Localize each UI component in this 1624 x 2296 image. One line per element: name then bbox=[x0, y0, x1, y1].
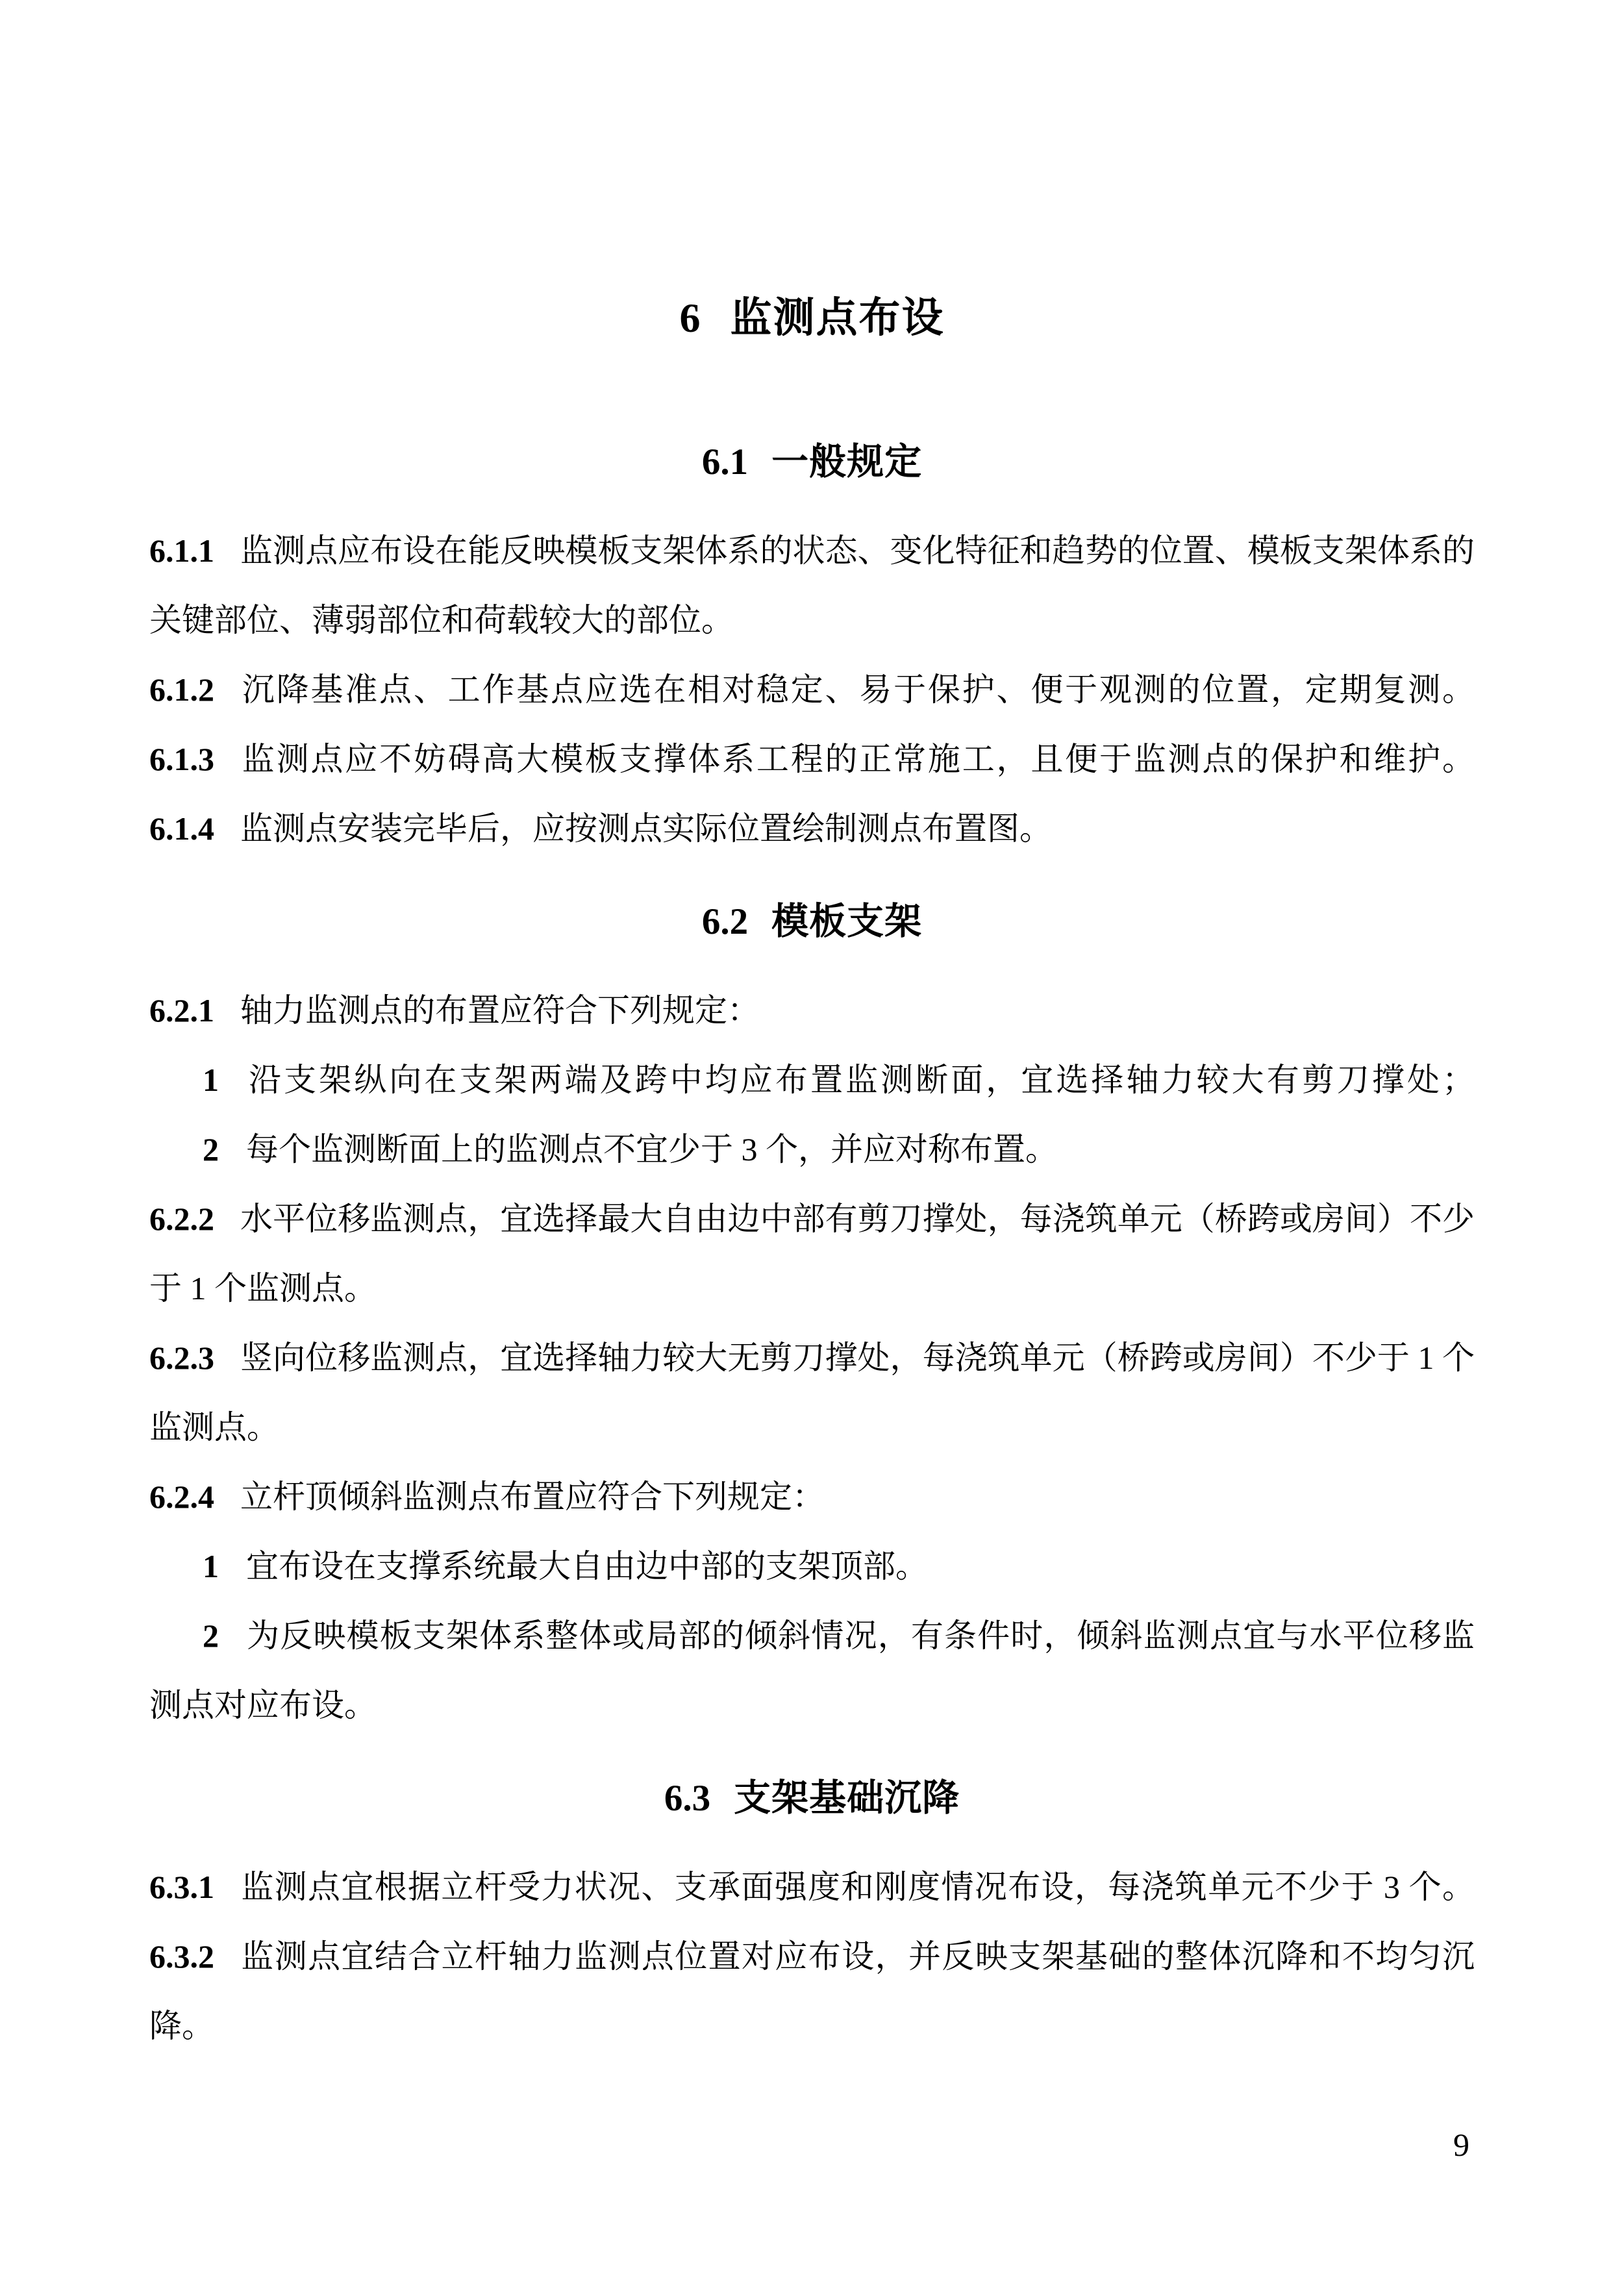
clause-6-2-1 bbox=[149, 976, 1475, 1045]
section-title-text: 模板支架 bbox=[771, 901, 923, 942]
clause-6-1-2 bbox=[149, 655, 1475, 725]
clause-6-2-2 bbox=[149, 1184, 1475, 1323]
clause-text: 监测点宜结合立杆轴力监测点位置对应布设，并反映支架基础的整体沉降和不均匀沉降。 bbox=[149, 1938, 1475, 2044]
clause-text: 轴力监测点的布置应符合下列规定： bbox=[240, 992, 760, 1029]
item-number: 2 bbox=[203, 1617, 219, 1654]
clause-6-3-1 bbox=[149, 1853, 1475, 1922]
clause-number: 6.3.1 bbox=[149, 1869, 214, 1905]
clause-6-2-1-item-1 bbox=[149, 1045, 1475, 1115]
clause-6-2-3 bbox=[149, 1323, 1475, 1462]
clause-text: 监测点应布设在能反映模板支架体系的状态、变化特征和趋势的位置、模板支架体系的关键部位、薄弱部位和荷载较大的部位。 bbox=[149, 532, 1475, 638]
clause-number: 6.2.2 bbox=[149, 1201, 214, 1237]
clause-text: 监测点安装完毕后，应按测点实际位置绘制测点布置图。 bbox=[240, 810, 1052, 847]
clause-text: 沉降基准点、工作基点应选在相对稳定、易于保护、便于观测的位置，定期复测。 bbox=[240, 671, 1475, 708]
item-text: 沿支架纵向在支架两端及跨中均应布置监测断面，宜选择轴力较大有剪刀撑处； bbox=[246, 1062, 1475, 1098]
item-text: 宜布设在支撑系统最大自由边中部的支架顶部。 bbox=[246, 1548, 928, 1584]
clause-number: 6.2.1 bbox=[149, 992, 214, 1029]
chapter-number: 6 bbox=[679, 295, 701, 341]
clause-number: 6.1.3 bbox=[149, 741, 214, 777]
clause-number: 6.1.4 bbox=[149, 810, 214, 847]
clause-6-1-4 bbox=[149, 794, 1475, 864]
section-title-text: 一般规定 bbox=[771, 442, 923, 482]
clause-6-2-4-item-2 bbox=[149, 1601, 1475, 1740]
clause-number: 6.1.2 bbox=[149, 671, 214, 708]
item-text: 每个监测断面上的监测点不宜少于 3 个，并应对称布置。 bbox=[246, 1131, 1058, 1167]
clause-6-2-4 bbox=[149, 1462, 1475, 1532]
section-title-text: 支架基础沉降 bbox=[734, 1778, 960, 1819]
item-text: 为反映模板支架体系整体或局部的倾斜情况，有条件时，倾斜监测点宜与水平位移监测点对应布设。 bbox=[149, 1617, 1475, 1723]
clause-text: 水平位移监测点，宜选择最大自由边中部有剪刀撑处，每浇筑单元（桥跨或房间）不少于 1 个监测点。 bbox=[149, 1201, 1475, 1306]
clause-number: 6.1.1 bbox=[149, 532, 214, 569]
page-number: 9 bbox=[1453, 2127, 1469, 2163]
section-heading-6-1 bbox=[149, 433, 1475, 492]
section-heading-6-3 bbox=[149, 1769, 1475, 1828]
clause-text: 立杆顶倾斜监测点布置应符合下列规定： bbox=[240, 1479, 825, 1515]
item-number: 1 bbox=[203, 1548, 219, 1584]
clause-6-2-4-item-1 bbox=[149, 1532, 1475, 1601]
clause-number: 6.2.4 bbox=[149, 1479, 214, 1515]
section-number: 6.2 bbox=[701, 901, 749, 942]
section-heading-6-2 bbox=[149, 893, 1475, 951]
section-number: 6.1 bbox=[701, 442, 749, 482]
clause-text: 监测点宜根据立杆受力状况、支承面强度和刚度情况布设，每浇筑单元不少于 3 个。 bbox=[240, 1869, 1475, 1905]
clause-6-3-2 bbox=[149, 1922, 1475, 2061]
chapter-title bbox=[149, 289, 1475, 347]
clause-6-1-3 bbox=[149, 725, 1475, 794]
chapter-title-text: 监测点布设 bbox=[730, 295, 945, 341]
clause-6-2-1-item-2 bbox=[149, 1115, 1475, 1184]
item-number: 1 bbox=[203, 1062, 219, 1098]
clause-text: 监测点应不妨碍高大模板支撑体系工程的正常施工，且便于监测点的保护和维护。 bbox=[240, 741, 1475, 777]
section-number: 6.3 bbox=[664, 1778, 711, 1819]
clause-number: 6.3.2 bbox=[149, 1938, 214, 1975]
clause-number: 6.2.3 bbox=[149, 1340, 214, 1376]
item-number: 2 bbox=[203, 1131, 219, 1167]
clause-6-1-1 bbox=[149, 516, 1475, 655]
clause-text: 竖向位移监测点，宜选择轴力较大无剪刀撑处，每浇筑单元（桥跨或房间）不少于 1 个监测点。 bbox=[149, 1340, 1475, 1445]
